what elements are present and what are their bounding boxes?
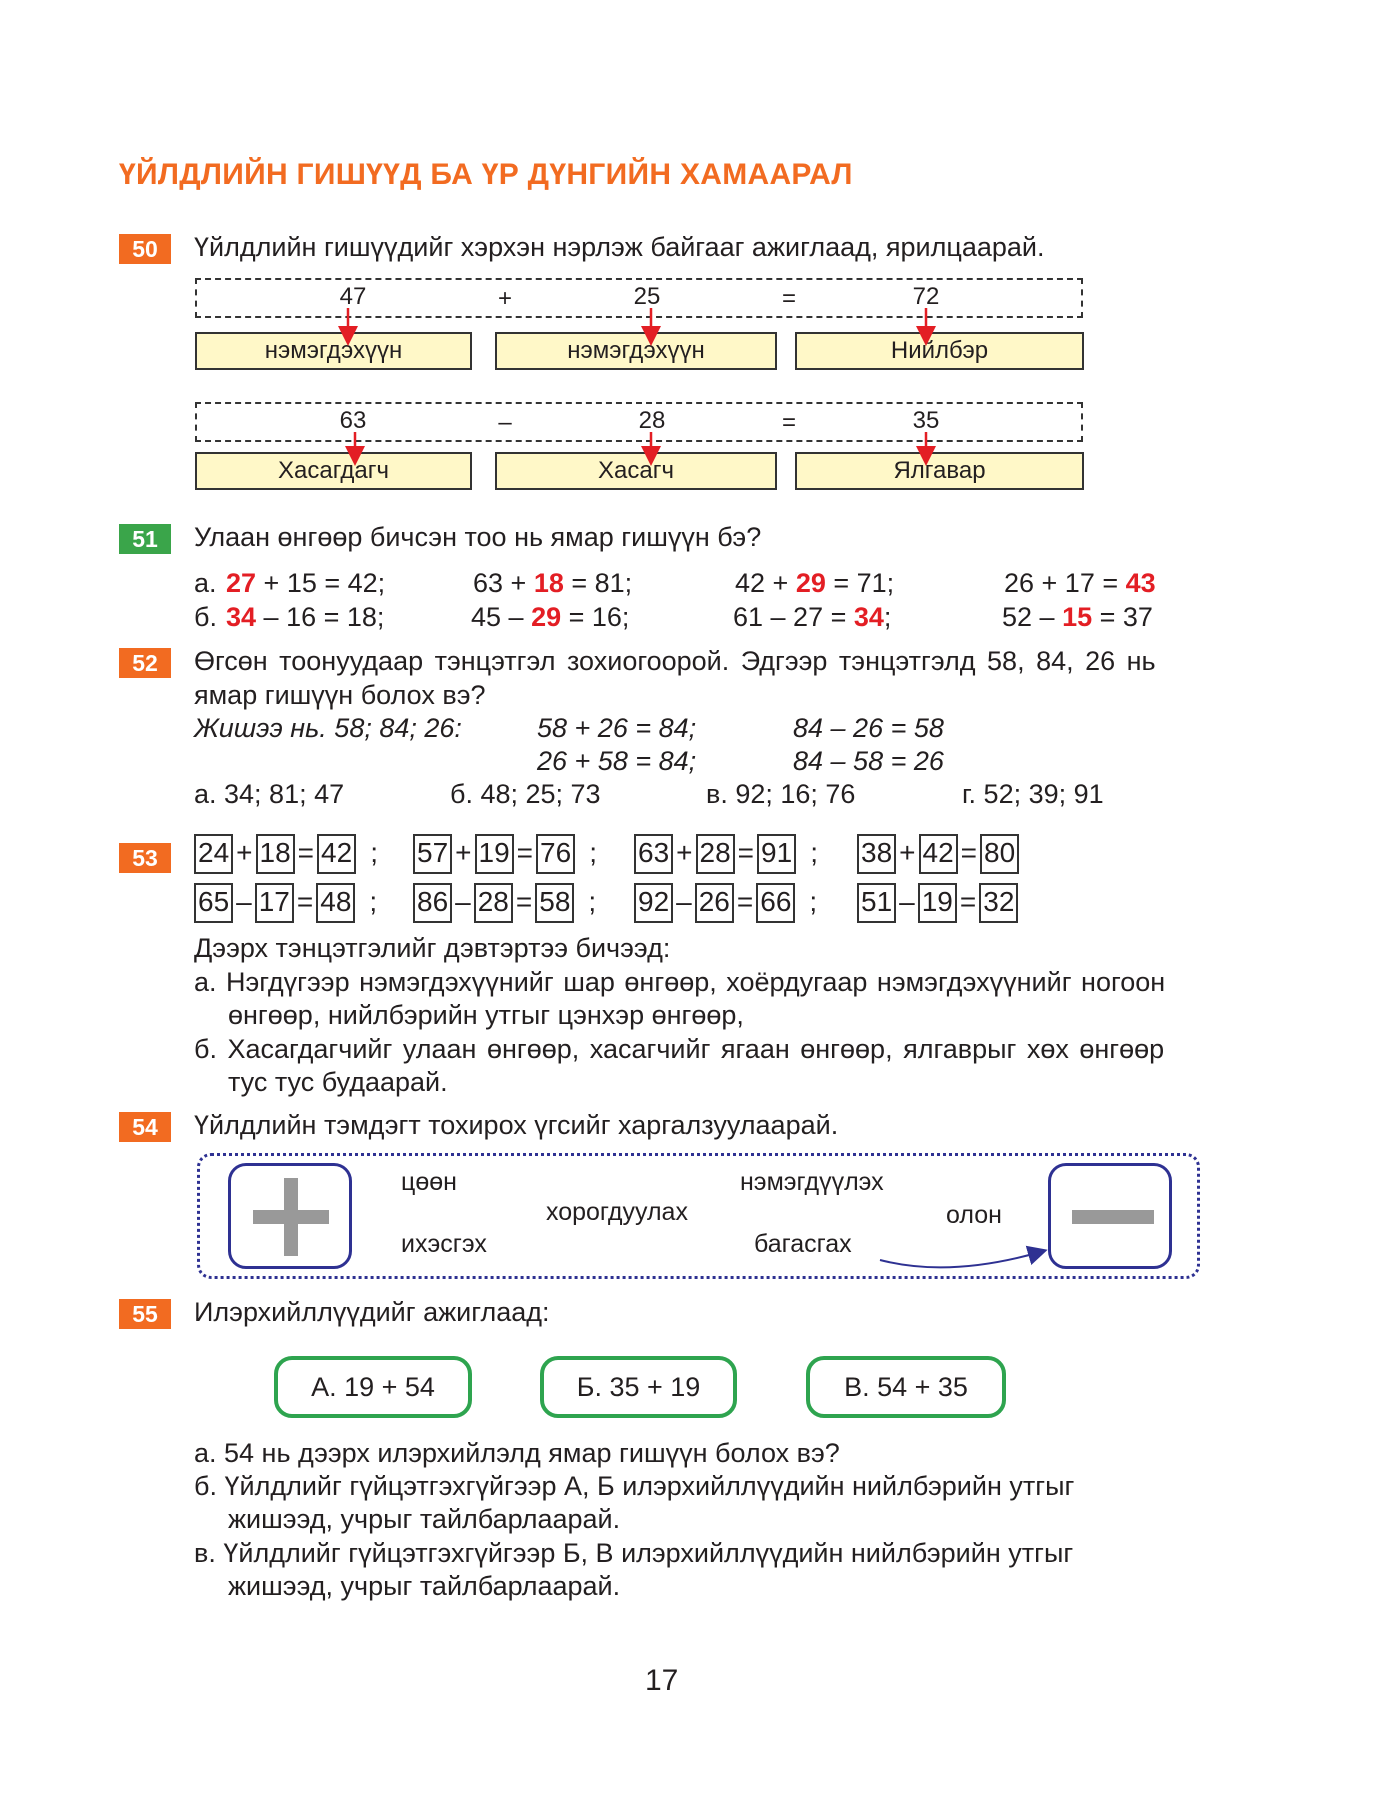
equals-sign: = — [781, 409, 796, 436]
operand-box: 17 — [255, 883, 294, 923]
eq-51-b1: 34 – 16 = 18; — [226, 602, 385, 632]
separator: ; — [370, 837, 378, 868]
operand-box: 26 — [695, 883, 734, 923]
equation-row1-2 — [413, 834, 600, 874]
equals-sign: = — [516, 837, 534, 868]
equation-row2-1 — [194, 883, 380, 923]
exercise-number-55: 55 — [119, 1299, 171, 1329]
separator: ; — [589, 837, 597, 868]
eq-51-b3: 61 – 27 = 34; — [733, 602, 892, 632]
exercise-55-text: Илэрхийллүүдийг ажиглаад: — [194, 1297, 550, 1327]
equation-row2-2 — [413, 883, 599, 923]
exercise-53-a-line1: а. Нэгдүгээр нэмэгдэхүүнийг шар өнгөөр, хоёрдугаар нэмэгдэхүүнийг ногоон — [194, 967, 1166, 997]
difference-value: 35 — [912, 407, 940, 434]
equals-sign: = — [781, 285, 796, 312]
red-arrows — [0, 0, 1400, 520]
result-box: 42 — [317, 834, 356, 874]
eq-51-a1: 27 + 15 = 42; — [226, 568, 386, 598]
example-eq-2: 84 – 26 = 58 — [793, 713, 944, 743]
label-addend-2: нэмэгдэхүүн — [495, 332, 777, 370]
exercise-52-line1: Өгсөн тоонуудаар тэнцэтгэл зохиогоорой. Эдгээр тэнцэтгэлд 58, 84, 26 нь — [194, 646, 1156, 676]
operator: – — [899, 886, 915, 917]
example-eq-1: 58 + 26 = 84; — [537, 713, 697, 743]
exercise-54-text: Үйлдлийн тэмдэгт тохирох үгсийг харгалзуулаарай. — [194, 1110, 839, 1140]
operator: + — [455, 837, 472, 868]
expression-a[interactable]: А. 19 + 54 — [274, 1356, 472, 1418]
question-c-line2: жишээд, учрыг тайлбарлаарай. — [228, 1571, 621, 1601]
operand-box: 86 — [413, 883, 452, 923]
plus-icon — [231, 1166, 349, 1266]
operator: + — [236, 837, 253, 868]
word-tsuun[interactable]: цөөн — [401, 1168, 457, 1196]
exercise-number-51: 51 — [119, 524, 171, 554]
separator: ; — [810, 837, 818, 868]
question-a: а. 54 нь дээрх илэрхийлэлд ямар гишүүн болох вэ? — [194, 1438, 840, 1468]
word-khorogduulakh[interactable]: хорогдуулах — [546, 1198, 688, 1226]
equals-sign: = — [296, 886, 314, 917]
exercise-53-a-line2: өнгөөр, нийлбэрийн утгыг цэнхэр өнгөөр, — [228, 1000, 744, 1030]
separator: ; — [588, 886, 597, 917]
operand-box: 28 — [696, 834, 735, 874]
expression-c[interactable]: В. 54 + 35 — [806, 1356, 1006, 1418]
equals-sign: = — [736, 886, 754, 917]
result-box: 80 — [980, 834, 1019, 874]
result-box: 76 — [536, 834, 575, 874]
equals-sign: = — [297, 837, 315, 868]
eq-51-b4: 52 – 15 = 37 — [1002, 602, 1153, 632]
operator: + — [676, 837, 693, 868]
equals-sign: = — [959, 886, 977, 917]
minus-sign: – — [498, 409, 512, 436]
subtrahend-value: 28 — [638, 407, 666, 434]
question-c-line1: в. Үйлдлийг гүйцэтгэхгүйгээр Б, В илэрхийллүүдийн нийлбэрийн утгыг — [194, 1538, 1074, 1568]
operand-box: 38 — [857, 834, 896, 874]
word-bagasgakh[interactable]: багасгах — [754, 1230, 852, 1258]
plus-sign: + — [497, 285, 512, 312]
example-eq-4: 84 – 58 = 26 — [793, 746, 944, 776]
result-box: 66 — [756, 883, 795, 923]
minuend-value: 63 — [339, 407, 367, 434]
exercise-53-b-line1: б. Хасагдагчийг улаан өнгөөр, хасагчийг ягаан өнгөөр, ялгаврыг хөх өнгөөр — [194, 1034, 1165, 1064]
option-d: г. 52; 39; 91 — [962, 779, 1104, 809]
exercise-number-50: 50 — [119, 234, 171, 264]
operand-box: 24 — [194, 834, 233, 874]
example-eq-3: 26 + 58 = 84; — [537, 746, 697, 776]
row-a-prefix: а. — [194, 568, 217, 598]
page-number: 17 — [645, 1664, 679, 1697]
expression-b[interactable]: Б. 35 + 19 — [540, 1356, 737, 1418]
exercise-number-53: 53 — [119, 843, 171, 873]
example-match-arrow — [860, 1230, 1060, 1280]
label-addend-1: нэмэгдэхүүн — [195, 332, 472, 370]
separator: ; — [369, 886, 378, 917]
result-box: 32 — [979, 883, 1018, 923]
equation-row2-4 — [857, 883, 1035, 923]
operand-box: 51 — [857, 883, 896, 923]
eq-51-a4: 26 + 17 = 43 — [1004, 568, 1156, 598]
label-sum: Нийлбэр — [795, 332, 1084, 370]
equals-sign: = — [960, 837, 978, 868]
example-label: Жишээ нь. 58; 84; 26: — [194, 713, 462, 743]
plus-sign-card[interactable] — [228, 1163, 352, 1269]
option-a: а. 34; 81; 47 — [194, 779, 345, 809]
equation-row2-3 — [634, 883, 820, 923]
option-b: б. 48; 25; 73 — [450, 779, 601, 809]
equation-row1-1 — [194, 834, 381, 874]
option-c: в. 92; 16; 76 — [706, 779, 856, 809]
result-box: 58 — [535, 883, 574, 923]
separator: ; — [809, 886, 818, 917]
operand-box: 19 — [918, 883, 957, 923]
operand-box: 92 — [634, 883, 673, 923]
operand-box: 57 — [413, 834, 452, 874]
question-b-line2: жишээд, учрыг тайлбарлаарай. — [228, 1504, 621, 1534]
eq-51-b2: 45 – 29 = 16; — [471, 602, 630, 632]
operand-box: 42 — [919, 834, 958, 874]
operator: – — [455, 886, 471, 917]
equation-row1-3 — [634, 834, 821, 874]
operator: – — [676, 886, 692, 917]
equals-sign: = — [515, 886, 533, 917]
exercise-50-text: Үйлдлийн гишүүдийг хэрхэн нэрлэж байгааг ажиглаад, ярилцаарай. — [194, 232, 1045, 262]
label-subtrahend: Хасагч — [495, 452, 777, 490]
exercise-52-line2: ямар гишүүн болох вэ? — [194, 680, 486, 710]
minus-icon — [1051, 1166, 1169, 1266]
equals-sign: = — [737, 837, 755, 868]
row-b-prefix: б. — [194, 602, 217, 632]
exercise-53-b-line2: тус тус будаарай. — [228, 1067, 448, 1097]
label-difference: Ялгавар — [795, 452, 1084, 490]
eq-51-a2: 63 + 18 = 81; — [473, 568, 633, 598]
minus-sign-card[interactable] — [1048, 1163, 1172, 1269]
word-ikhesgekh[interactable]: ихэсгэх — [401, 1230, 487, 1258]
word-nemegduulekh[interactable]: нэмэгдүүлэх — [740, 1168, 884, 1196]
question-b-line1: б. Үйлдлийг гүйцэтгэхгүйгээр А, Б илэрхийллүүдийн нийлбэрийн утгыг — [194, 1471, 1075, 1501]
operand-box: 65 — [194, 883, 233, 923]
result-box: 91 — [757, 834, 796, 874]
page-title: ҮЙЛДЛИЙН ГИШҮҮД БА ҮР ДҮНГИЙН ХАМААРАЛ — [119, 158, 853, 191]
operator: – — [236, 886, 252, 917]
operand-box: 19 — [475, 834, 514, 874]
sum-value: 72 — [912, 283, 940, 310]
exercise-51-text: Улаан өнгөөр бичсэн тоо нь ямар гишүүн бэ? — [194, 522, 762, 552]
word-olon[interactable]: олон — [946, 1201, 1002, 1229]
operator: + — [899, 837, 916, 868]
operand-box: 28 — [474, 883, 513, 923]
operand-box: 63 — [634, 834, 673, 874]
exercise-53-intro: Дээрх тэнцэтгэлийг дэвтэртээ бичээд: — [194, 933, 671, 963]
label-minuend: Хасагдагч — [195, 452, 472, 490]
exercise-number-54: 54 — [119, 1112, 171, 1142]
equation-row1-4 — [857, 834, 1036, 874]
operand-box: 18 — [256, 834, 295, 874]
addend-2-value: 25 — [633, 283, 661, 310]
addend-1-value: 47 — [339, 283, 367, 310]
result-box: 48 — [316, 883, 355, 923]
exercise-number-52: 52 — [119, 648, 171, 678]
eq-51-a3: 42 + 29 = 71; — [735, 568, 895, 598]
